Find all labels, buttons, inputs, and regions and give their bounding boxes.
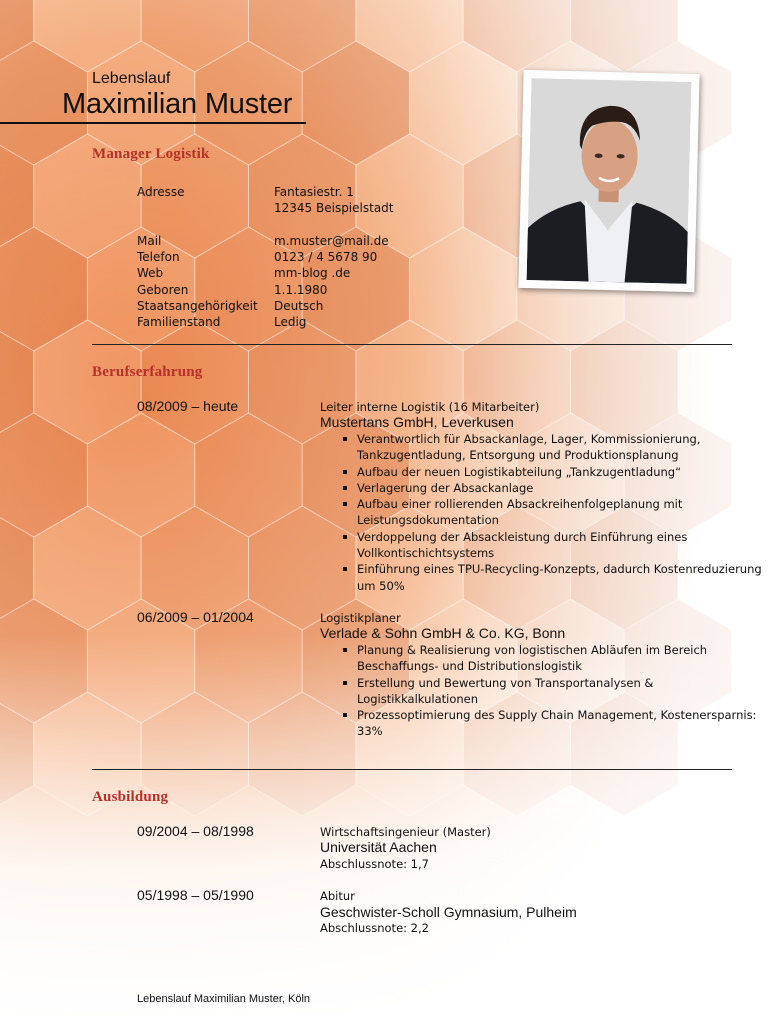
education-degree: Wirtschaftsingenieur (Master) [320, 825, 491, 839]
education-grade: Abschlussnote: 2,2 [320, 921, 429, 935]
profession-heading: Manager Logistik [92, 146, 210, 162]
education-heading: Ausbildung [92, 789, 169, 805]
nationality-value: Deutsch [274, 299, 324, 313]
experience-heading: Berufserfahrung [92, 364, 203, 380]
job-company: Mustertans GmbH, Leverkusen [320, 414, 514, 430]
job-achievements-list [341, 431, 768, 594]
web-label: Web [137, 266, 164, 280]
document-label: Lebenslauf [92, 70, 171, 87]
phone-value: 0123 / 4 5678 90 [274, 250, 378, 264]
name-underline [0, 122, 306, 124]
born-value: 1.1.1980 [274, 283, 328, 297]
job-title: Leiter interne Logistik (16 Mitarbeiter) [320, 400, 540, 414]
mail-label: Mail [137, 234, 162, 248]
portrait-image [527, 78, 692, 284]
education-institution: Universität Aachen [320, 839, 437, 855]
education-date: 09/2004 – 08/1998 [137, 823, 254, 839]
marital-status-label: Familienstand [137, 315, 221, 329]
education-institution: Geschwister-Scholl Gymnasium, Pulheim [320, 904, 577, 920]
list-item: Planung & Realisierung von logistischen Abläufen im Bereich Beschaffungs- und Distributionslogistik [341, 642, 768, 675]
divider [92, 344, 732, 345]
job-company: Verlade & Sohn GmbH & Co. KG, Bonn [320, 625, 566, 641]
profile-photo [518, 70, 699, 292]
marital-status-value: Ledig [274, 315, 307, 329]
list-item: Prozessoptimierung des Supply Chain Management, Kostenersparnis: 33% [341, 707, 768, 740]
job-title: Logistikplaner [320, 611, 401, 625]
list-item: Verdoppelung der Absackleistung durch Einführung eines Vollkontischichtsystems [341, 529, 768, 562]
mail-value: m.muster@mail.de [274, 234, 389, 248]
list-item: Aufbau der neuen Logistikabteilung „Tankzugentladung“ [341, 464, 768, 480]
born-label: Geboren [137, 283, 189, 297]
divider [92, 769, 732, 770]
education-degree: Abitur [320, 889, 355, 903]
nationality-label: Staatsangehörigkeit [137, 299, 258, 313]
list-item: Erstellung und Bewertung von Transportanalysen & Logistikkalkulationen [341, 675, 768, 708]
footer-text: Lebenslauf Maximilian Muster, Köln [137, 993, 311, 1005]
job-date: 06/2009 – 01/2004 [137, 609, 254, 625]
web-value: mm-blog .de [274, 266, 351, 280]
list-item: Verantwortlich für Absackanlage, Lager, Kommissionierung, Tankzugentladung, Entsorgung und Produktionsplanung [341, 431, 768, 464]
list-item: Einführung eines TPU-Recycling-Konzepts, dadurch Kostenreduzierung um 50% [341, 561, 768, 594]
address-line1: Fantasiestr. 1 [274, 185, 354, 199]
address-line2: 12345 Beispielstadt [274, 201, 394, 215]
phone-label: Telefon [137, 250, 180, 264]
list-item: Aufbau einer rollierenden Absackreihenfolgeplanung mit Leistungsdokumentation [341, 496, 768, 529]
job-achievements-list [341, 642, 768, 740]
job-date: 08/2009 – heute [137, 398, 239, 414]
list-item: Verlagerung der Absackanlage [341, 480, 768, 496]
address-label: Adresse [137, 185, 185, 199]
education-date: 05/1998 – 05/1990 [137, 887, 254, 903]
applicant-name: Maximilian Muster [62, 88, 293, 120]
education-grade: Abschlussnote: 1,7 [320, 857, 429, 871]
